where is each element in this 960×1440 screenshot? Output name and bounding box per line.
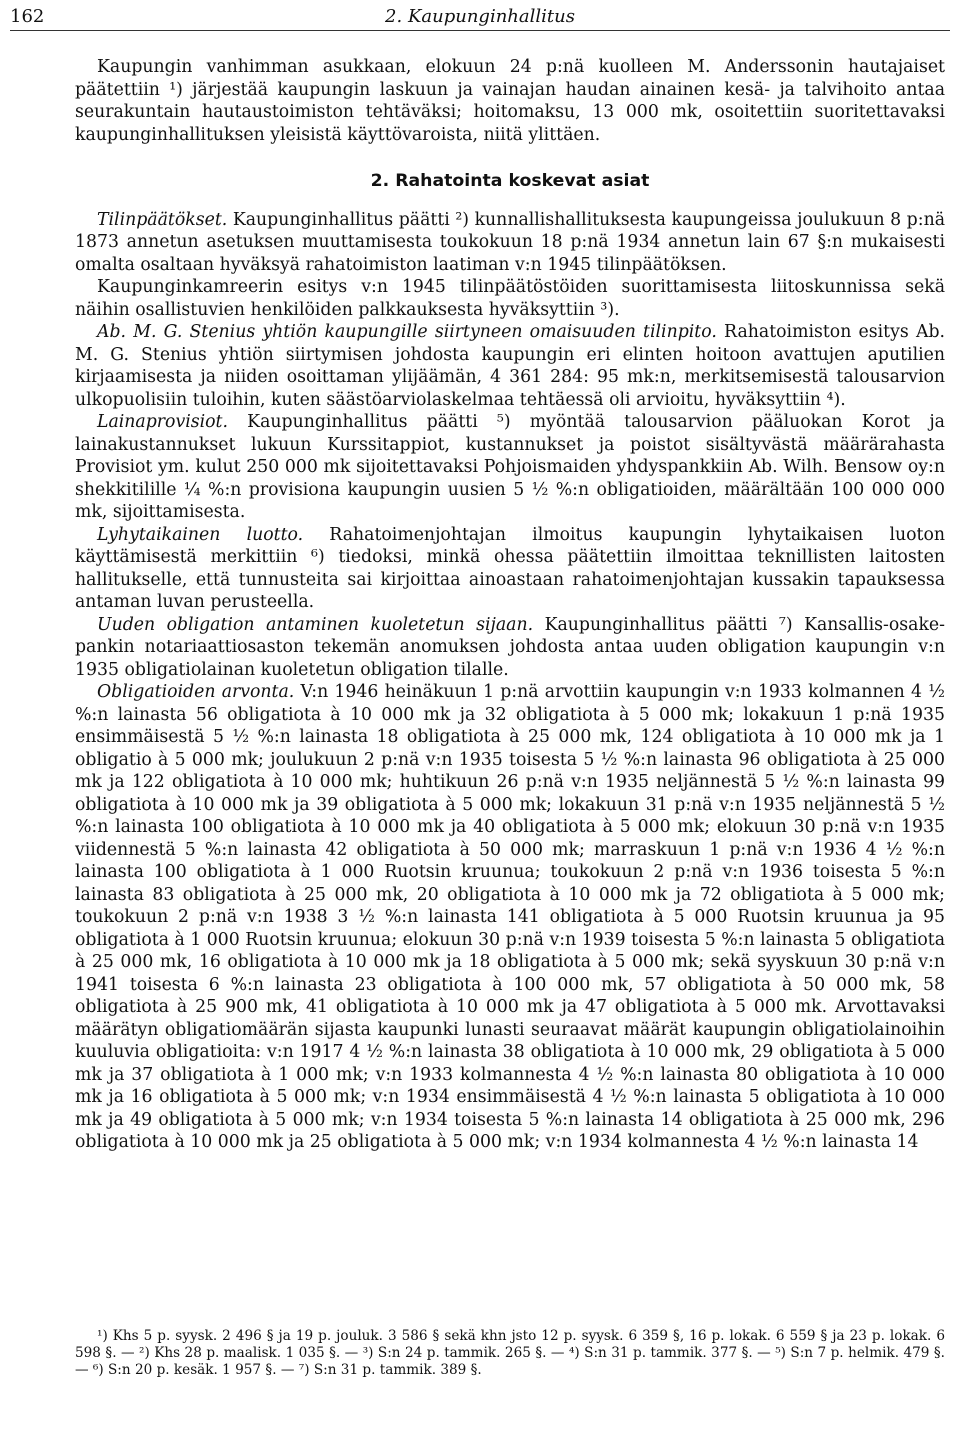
section-heading: 2. Rahatointa koskevat asiat bbox=[370, 171, 650, 191]
paragraph-obligatioiden-arvonta bbox=[75, 681, 945, 1154]
paragraph-stenius bbox=[75, 321, 945, 411]
body-text bbox=[75, 56, 945, 1154]
paragraph-text: V:n 1946 heinäkuun 1 p:nä arvottiin kaupungin v:n 1933 kolmannen 4 ½ %:n lainasta 56 obligatiota à 10 000 mk ja 32 obligatiota à 5 000 mk; lokakuun 1 p:nä 1935 ensimmäisestä 5 ½ %:n lainasta 18 obligatiota à 25 000 mk, 124 obligatiota à 10 000 mk ja 1 obligatio à 5 000 mk; joulukuun 2 p:nä v:n 1935 toisesta 5 ½ %:n lainasta 96 obligatiota à 25 000 mk ja 122 obligatiota à 10 000 mk; huhtikuun 26 p:nä v:n 1935 neljännestä 5 ½ %:n lainasta 99 obligatiota à 10 000 mk ja 39 obligatiota à 5 000 mk; lokakuun 31 p:nä v:n 1935 neljännestä 5 ½ %:n lainasta 100 obligatiota à 10 000 mk ja 40 obligatiota à 5 000 mk; elokuun 30 p:nä v:n 1935 viidennestä 5 %:n lainasta 42 obligatiota à 50 000 mk; marraskuun 1 p:nä v:n 1936 4 ½ %:n lainasta 100 obligatiota à 1 000 Ruotsin kruunua; toukokuun 2 p:nä v:n 1936 toisesta 5 %:n lainasta 83 obligatiota à 25 000 mk, 20 obligatiota à 10 000 mk ja 72 obligatiota à 5 000 mk; toukokuun 2 p:nä v:n 1938 3 ½ %:n lainasta 141 obligatiota à 5 000 Ruotsin kruunua ja 95 obligatiota à 1 000 Ruotsin kruunua; elokuun 30 p:nä v:n 1939 toisesta 5 %:n lainasta 5 obligatiota à 25 000 mk, 16 obligatiota à 10 000 mk ja 18 obligatiota à 5 000 mk; sekä syyskuun 30 p:nä v:n 1941 toisesta 6 %:n lainasta 23 obligatiota à 100 000 mk, 57 obligatiota à 50 000 mk, 58 obligatiota à 25 900 mk, 41 obligatiota à 10 000 mk ja 47 obligatiota à 5 000 mk. Arvottavaksi määrätyn obligatiomäärän sijasta kaupunki lunasti seuraavat määrät kaupungin obligatiolainoihin kuuluvia obligatioita: v:n 1917 4 ½ %:n lainasta 38 obligatiota à 10 000 mk, 29 obligatiota à 5 000 mk ja 37 obligatiota à 1 000 mk; v:n 1933 kolmannesta 4 ½ %:n lainasta 80 obligatiota à 10 000 mk ja 16 obligatiota à 5 000 mk; v:n 1934 ensimmäisestä 4 ½ %:n lainasta 5 obligatiota à 10 000 mk ja 49 obligatiota à 5 000 mk; v:n 1934 toisesta 5 %:n lainasta 14 obligatiota à 25 000 mk, 296 obligatiota à 10 000 mk ja 25 obligatiota à 5 000 mk; v:n 1934 kolmannesta 4 ½ %:n lainasta 14 bbox=[75, 682, 945, 1152]
paragraph-lead: Lainaprovisiot. bbox=[97, 412, 228, 432]
page-number: 162 bbox=[10, 6, 45, 27]
paragraph-lainaprovisiot bbox=[75, 411, 945, 524]
paragraph-text: Rahatoimenjohtajan ilmoitus kaupungin lyhytaikaisen luoton käyttämisestä merkittiin ⁶) tiedoksi, minkä ohessa päätettiin ilmoittaa teknillisten laitosten hallitukselle, että tunnusteita sai kirjoittaa ainoastaan rahatoimenjohtajan kussakin tapauksessa antaman luvan perusteella. bbox=[75, 524, 945, 612]
paragraph-uusi-obligatio bbox=[75, 614, 945, 682]
paragraph-text: Rahatoimiston esitys Ab. M. G. Stenius yhtiön siirtymisen johdosta kaupungin eri elinten hoitoon avattujen aputilien kirjaamisesta ja niiden osoittaman ylijäämän, 4 361 284: 95 mk:n, merkitsemisestä talousarvion ulkopuolisiin tuloihin, kuten säästöarviolaskelmaa tehtäessä oli arvioitu, hyväksyttiin ⁴). bbox=[75, 322, 945, 410]
footnotes bbox=[75, 1328, 945, 1379]
paragraph-lead: Tilinpäätökset. bbox=[97, 209, 228, 230]
paragraph-lead: Lyhytaikainen luotto. bbox=[97, 524, 304, 545]
paragraph-tilinpaatokset bbox=[75, 209, 945, 277]
paragraph-text: Kaupunginkamreerin esitys v:n 1945 tilinpäätöstöiden suorittamisesta liitoskunnissa sekä näihin osallistuvien henkilöiden palkkauksesta hyväksyttiin ³). bbox=[75, 277, 945, 320]
paragraph-lead: Ab. M. G. Stenius yhtiön kaupungille siirtyneen omaisuuden tilinpito. bbox=[97, 322, 717, 342]
intro-paragraph: Kaupungin vanhimman asukkaan, elokuun 24 p:nä kuolleen M. Anderssonin hautajaiset päätettiin ¹) järjestää kaupungin laskuun ja vainajan haudan ainainen kesä- ja talvihoito antaa seurakuntain hautaustoimiston tehtäväksi; hoitomaksu, 13 000 mk, osoitettiin suoritettavaksi kaupunginhallituksen yleisistä käyttövaroista, niitä ylittäen. bbox=[75, 57, 945, 145]
paragraph-text: Kaupunginhallitus päätti ²) kunnallishallituksesta kaupungeissa joulukuun 8 p:nä 1873 annetun asetuksen muuttamisesta toukokuun 18 p:nä 1934 annetun lain 67 §:n mukaisesti omalta osaltaan hyväksyä rahatoimiston laatiman v:n 1945 tilinpäätöksen. bbox=[75, 209, 945, 275]
running-header bbox=[10, 4, 950, 31]
footnote-text: ¹) Khs 5 p. syysk. 2 496 § ja 19 p. jouluk. 3 586 § sekä khn jsto 12 p. syysk. 6 359 §, 16 p. lokak. 6 559 § ja 23 p. lokak. 6 598 §. — ²) Khs 28 p. maalisk. 1 035 §. — ³) S:n 24 p. tammik. 265 §. — ⁴) S:n 31 p. tammik. 377 §. — ⁵) S:n 7 p. helmik. 479 §. — ⁶) S:n 20 p. kesäk. 1 957 §. — ⁷) S:n 31 p. tammik. 389 §. bbox=[75, 1328, 945, 1378]
paragraph-text: Kaupunginhallitus päätti ⁵) myöntää talousarvion pääluokan Korot ja lainakustannukset lukuun Kurssitappiot, kustannukset ja poistot sisältyvästä määrärahasta Provisiot ym. kulut 250 000 mk sijoitettavaksi Pohjoismaiden yhdyspankkiin Ab. Wilh. Bensow oy:n shekkitilille ¼ %:n provisiona kaupungin uusien 5 ½ %:n obligatioiden, määrältään 100 000 000 mk, sijoittamisesta. bbox=[75, 412, 945, 522]
paragraph-text: Kaupunginhallitus päätti ⁷) Kansallis-osake-pankin notariaattiosaston tekemän anomuksen johdosta antaa uuden obligation kaupungin v:n 1935 obligatiolainan kuoletetun obligation tilalle. bbox=[75, 614, 945, 680]
running-title: 2. Kaupunginhallitus bbox=[385, 6, 575, 27]
paragraph-lyhytaikainen-luotto bbox=[75, 524, 945, 614]
paragraph-lead: Uuden obligation antaminen kuoletetun sijaan. bbox=[97, 614, 534, 635]
paragraph-lead: Obligatioiden arvonta. bbox=[97, 682, 295, 702]
paragraph-kamreeri bbox=[75, 276, 945, 321]
